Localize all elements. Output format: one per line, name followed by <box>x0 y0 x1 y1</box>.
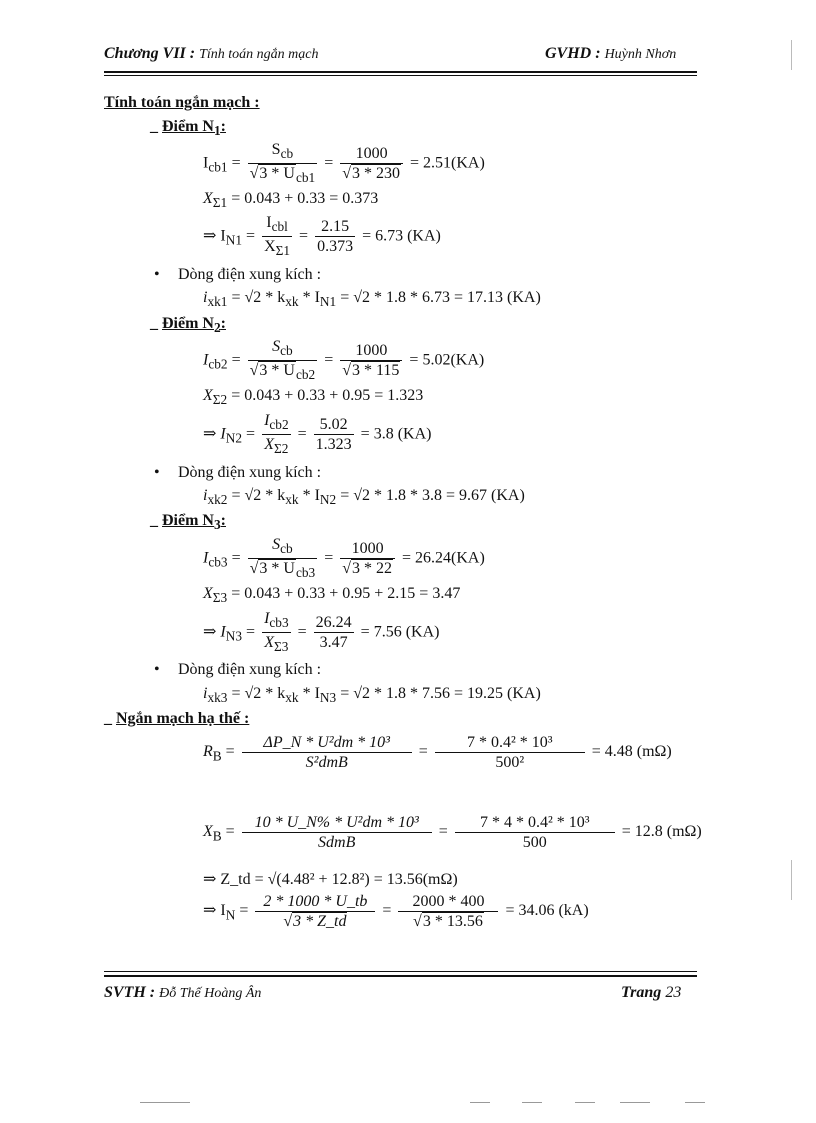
equation-xsum: $X_{\Sigma 1} = 0.043 + 0.33 = 0.373$ <box>203 190 379 211</box>
scan-artifact <box>140 1102 190 1103</box>
scan-artifact <box>470 1102 490 1103</box>
bullet-item: • Dòng điện xung kích : <box>178 464 321 482</box>
header-advisor-name: Huỳnh Nhơn <box>604 47 677 62</box>
footer-rule-thick <box>104 975 697 977</box>
low-voltage-heading: _ Ngắn mạch hạ thế : <box>104 710 250 727</box>
equation-xsum: $X_{\Sigma 3} = 0.043 + 0.33 + 0.95 + 2.15 = 3.47$ <box>203 585 461 606</box>
point-heading: _ Điểm $N_3$: <box>150 512 226 533</box>
equation-in: ⇒ $I_{N2}$ = $\frac{I_{cb2}}{X_{\Sigma 2}}$ = $\frac{5.02}{1.323}$ = 3.8 (KA) <box>203 412 432 457</box>
scan-margin-line <box>791 860 792 900</box>
scan-artifact <box>575 1102 595 1103</box>
footer-rule-thin <box>104 971 697 972</box>
scan-artifact <box>620 1102 650 1103</box>
header-advisor-label: GVHD : <box>545 45 601 62</box>
equation-in: ⇒ $I_{N1}$ = $\frac{I_{cbl}}{X_{\Sigma 1}}$ = $\frac{2.15}{0.373}$ = 6.73 (KA) <box>203 214 441 259</box>
bullet-item: • Dòng điện xung kích : <box>178 661 321 679</box>
equation-in: ⇒ $I_{N3}$ = $\frac{I_{cb3}}{X_{\Sigma 3}}$ = $\frac{26.24}{3.47}$ = 7.56 (KA) <box>203 610 440 655</box>
point-heading: _ Điểm $N_1$: <box>150 118 226 139</box>
header-chapter-label: Chương VII : <box>104 45 196 62</box>
equation-in-low: ⇒ $I_N$ = $\frac{2 * 1000 * U\_tb}{√3 * Z\_td}$ = $\frac{2000 * 400}{√3 * 13.56}$ = 34.06 (kA) <box>203 893 589 930</box>
header-left <box>104 45 318 63</box>
equation-xb: $X_B$ = $\frac{\text{10 * U\_N\% * U²dm * 10³}}{\text{SdmB}}$ = $\frac{\text{7 * 4 * 0.4² * 10³}}{500}$ = 12.8 (mΩ) <box>203 814 702 851</box>
header-rule-thick <box>104 71 697 73</box>
equation-icb: $I_{cb3}$ = $\frac{S_{cb}}{√3 * U_{cb3}}$ = $\frac{1000}{√3 * 22}$ = 26.24(KA) <box>203 536 485 581</box>
footer-left <box>104 984 261 1002</box>
page-number: 23 <box>665 984 682 1001</box>
equation-xsum: $X_{\Sigma 2} = 0.043 + 0.33 + 0.95 = 1.323$ <box>203 387 424 408</box>
header-right <box>545 45 676 63</box>
equation-ixk: $i_{xk1} = √2 * k_{xk} * I_{N1} = √2 * 1.8 * 6.73 = 17.13$ (KA) <box>203 289 541 310</box>
scan-artifact <box>685 1102 705 1103</box>
footer-page-label: Trang <box>621 984 662 1001</box>
point-heading: _ Điểm $N_2$: <box>150 315 226 336</box>
equation-ixk: $i_{xk2} = √2 * k_{xk} * I_{N2} = √2 * 1.8 * 3.8 = 9.67$ (KA) <box>203 487 525 508</box>
footer-right <box>621 984 681 1002</box>
bullet-item: • Dòng điện xung kích : <box>178 266 321 284</box>
equation-icb: $I_{cb2}$ = $\frac{S_{cb}}{√3 * U_{cb2}}$ = $\frac{1000}{√3 * 115}$ = 5.02(KA) <box>203 338 485 383</box>
equation-rb: $R_B$ = $\frac{\text{ΔP\_N * U²dm * 10³}}{\text{S²dmB}}$ = $\frac{\text{7 * 0.4² * 10³}}{\text{500²}}$ = 4.48 (mΩ) <box>203 734 672 771</box>
equation-ixk: $i_{xk3} = √2 * k_{xk} * I_{N3} = √2 * 1.8 * 7.56 = 19.25$ (KA) <box>203 685 541 706</box>
equation-ztd: ⇒ Z_td = √(4.48² + 12.8²) = 13.56(mΩ) <box>203 871 458 888</box>
footer-author-name: Đỗ Thế Hoàng Ân <box>159 986 262 1001</box>
header-rule-thin <box>104 75 697 76</box>
equation-icb: $I_{cb1}$ = $\frac{S_{cb}}{√3 * U_{cb1}}$ = $\frac{1000}{√3 * 230}$ = 2.51(KA) <box>203 141 485 186</box>
header-chapter-title: Tính toán ngắn mạch <box>199 47 319 62</box>
scan-artifact <box>522 1102 542 1103</box>
section-title: Tính toán ngắn mạch : <box>104 94 260 111</box>
footer-author-label: SVTH : <box>104 984 156 1001</box>
scan-margin-line <box>791 40 792 70</box>
